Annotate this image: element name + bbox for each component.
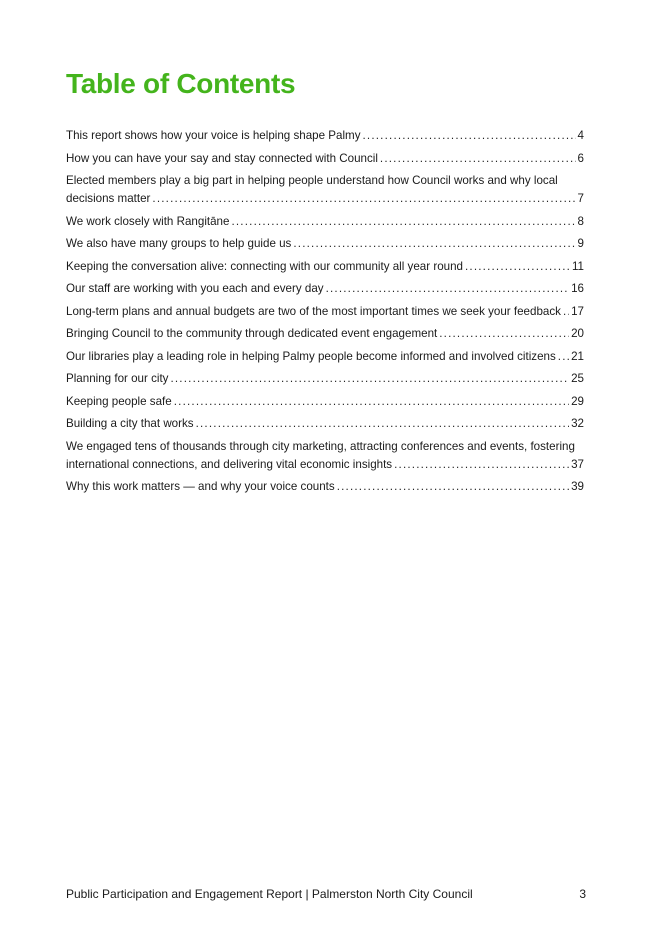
toc-entry[interactable] bbox=[66, 393, 584, 411]
toc-entry-page-number: 17 bbox=[569, 303, 584, 321]
toc-entry-title: Bringing Council to the community through dedicated event engagement bbox=[66, 327, 438, 340]
footer-page-number: 3 bbox=[579, 887, 586, 901]
toc-entry-title: Keeping the conversation alive: connecting with our community all year round bbox=[66, 259, 463, 273]
toc-entry-page-number: 4 bbox=[576, 127, 584, 145]
toc-entry[interactable] bbox=[66, 235, 584, 253]
toc-entry[interactable] bbox=[66, 127, 584, 145]
toc-entry-page-number: 21 bbox=[569, 348, 584, 366]
toc-entry[interactable] bbox=[66, 213, 584, 231]
toc-entry[interactable] bbox=[66, 348, 584, 366]
toc-entry-title: Our libraries play a leading role in helping Palmy people become informed and involved citizens bbox=[66, 349, 556, 363]
toc-entry-title: Building a city that works bbox=[66, 417, 194, 430]
toc-entry-title: Planning for our city bbox=[66, 372, 169, 385]
toc-entry-page-number: 16 bbox=[569, 280, 584, 298]
toc-entry[interactable] bbox=[66, 415, 584, 433]
toc-entry-page-number: 25 bbox=[569, 370, 584, 388]
toc-entry-title: Why this work matters — and why your voice counts bbox=[66, 480, 335, 493]
toc-entry-page-number: 6 bbox=[576, 150, 584, 168]
toc-entry-title: We work closely with Rangitāne bbox=[66, 214, 230, 228]
toc-entry[interactable] bbox=[66, 150, 584, 168]
toc-entry-title: Our staff are working with you each and every day bbox=[66, 282, 324, 295]
footer-text: Public Participation and Engagement Report | Palmerston North City Council bbox=[66, 887, 473, 901]
toc-entry-page-number: 32 bbox=[569, 415, 584, 433]
toc-entry-title: Long-term plans and annual budgets are two of the most important times we seek your feedback bbox=[66, 304, 561, 318]
toc-entry-page-number: 11 bbox=[570, 258, 584, 276]
toc-entry-page-number: 20 bbox=[569, 325, 584, 343]
toc-entry[interactable] bbox=[66, 370, 584, 388]
toc-entry[interactable] bbox=[66, 280, 584, 298]
toc-entry-title: Keeping people safe bbox=[66, 394, 172, 408]
toc-entry-title: We also have many groups to help guide us bbox=[66, 237, 292, 250]
toc-entry[interactable] bbox=[66, 438, 584, 474]
page-title: Table of Contents bbox=[66, 68, 296, 99]
toc-entry-page-number: 8 bbox=[576, 213, 584, 231]
table-of-contents bbox=[66, 127, 584, 496]
toc-entry[interactable] bbox=[66, 258, 584, 276]
toc-entry-title: This report shows how your voice is helping shape Palmy bbox=[66, 129, 361, 142]
toc-entry-page-number: 29 bbox=[569, 393, 584, 411]
toc-entry-page-number: 7 bbox=[576, 190, 584, 208]
toc-entry[interactable] bbox=[66, 325, 584, 343]
page-footer bbox=[66, 886, 586, 902]
toc-entry[interactable] bbox=[66, 303, 584, 321]
toc-entry[interactable] bbox=[66, 172, 584, 208]
toc-entry[interactable] bbox=[66, 478, 584, 496]
toc-entry-page-number: 37 bbox=[569, 456, 584, 474]
toc-entry-title: Elected members play a big part in helping people understand how Council works and why local decisions matter bbox=[66, 174, 558, 205]
toc-entry-page-number: 39 bbox=[569, 478, 584, 496]
toc-entry-page-number: 9 bbox=[576, 235, 584, 253]
page-content bbox=[66, 68, 584, 501]
toc-entry-title: How you can have your say and stay connected with Council bbox=[66, 151, 378, 165]
toc-entry-title: We engaged tens of thousands through city marketing, attracting conferences and events, fostering international connections, and delivering vital economic insights bbox=[66, 439, 575, 471]
